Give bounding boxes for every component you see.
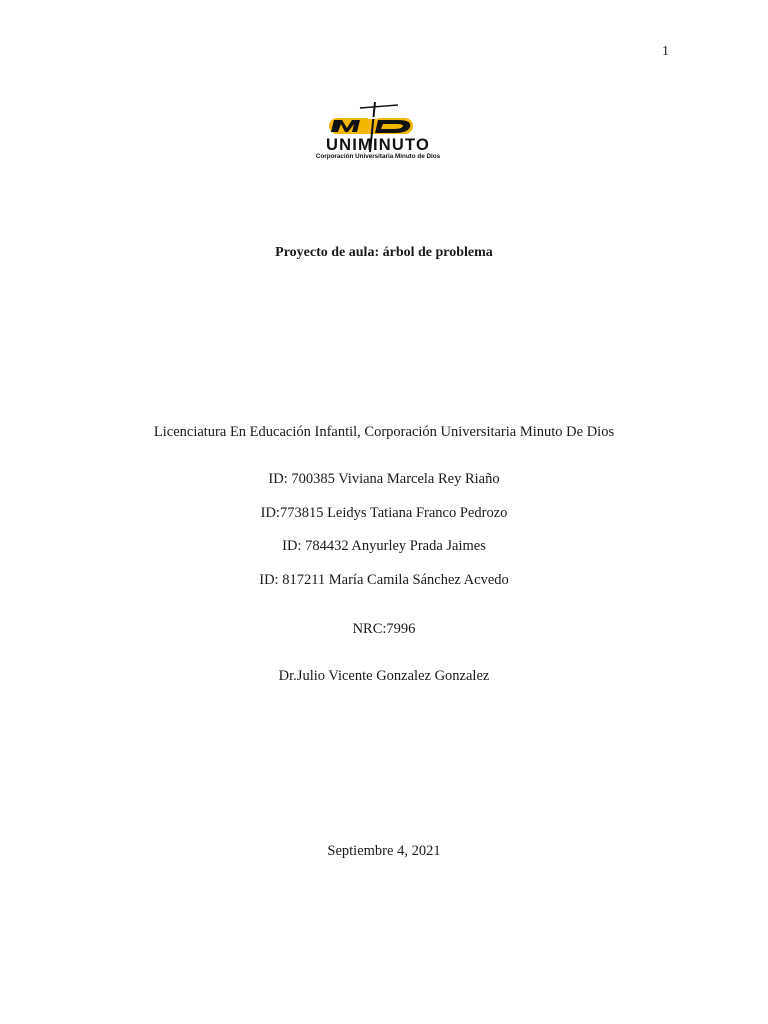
program-line: Licenciatura En Educación Infantil, Corporación Universitaria Minuto De Dios xyxy=(153,424,615,440)
page-number: 1 xyxy=(662,44,669,59)
logo-wordmark: UNIMINUTO xyxy=(326,136,430,154)
student-line: ID: 784432 Anyurley Prada Jaimes xyxy=(282,538,486,554)
date-line: Septiembre 4, 2021 xyxy=(327,843,441,859)
uniminuto-logo xyxy=(282,100,474,162)
nrc-line: NRC:7996 xyxy=(352,621,416,637)
student-line: ID: 700385 Viviana Marcela Rey Riaño xyxy=(268,471,500,487)
student-line: ID: 817211 María Camila Sánchez Acvedo xyxy=(259,572,509,588)
student-line: ID:773815 Leidys Tatiana Franco Pedrozo xyxy=(260,505,508,521)
document-title: Proyecto de aula: árbol de problema xyxy=(275,245,493,260)
teacher-line: Dr.Julio Vicente Gonzalez Gonzalez xyxy=(278,668,490,684)
logo-tagline: Corporación Universitaria Minuto de Dios xyxy=(315,153,441,160)
